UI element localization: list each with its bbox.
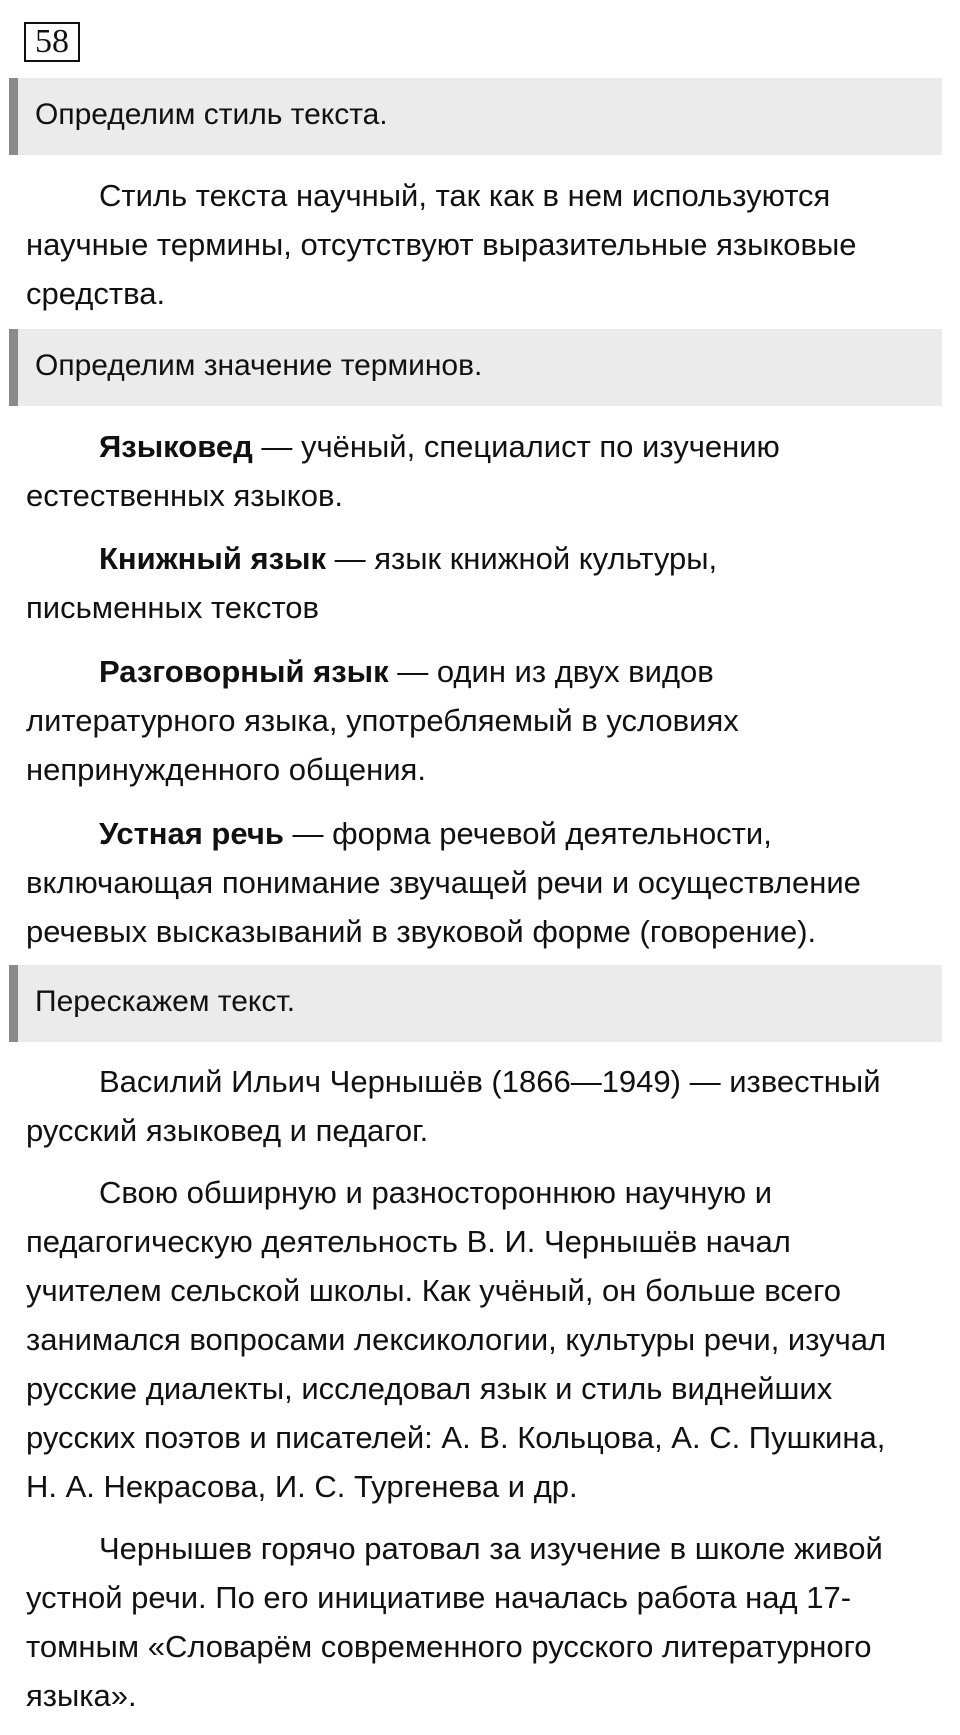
page-number: 58	[24, 22, 80, 62]
term-name: Книжный язык	[99, 541, 327, 576]
section-heading-text: Определим значение терминов.	[35, 349, 483, 382]
paragraph-text: Свою обширную и разностороннюю научную и педагогическую деятельность В. И. Чернышёв начал учителем сельской школы. Как учёный, он больше всего занимался вопросами лексикологии, культуры речи, изучал русские диалекты, исследовал язык и стиль виднейших русских поэтов и писателей: А. В. Кольцова, А. С. Пушкина, Н. А. Некрасова, И. С. Тургенева и др.	[26, 1175, 887, 1504]
term-name: Разговорный язык	[99, 654, 389, 689]
section-heading-terms	[9, 329, 942, 406]
paragraph-text: Чернышев горячо ратовал за изучение в школе живой устной речи. По его инициативе началась работа над 17- томным «Словарём современного русского литературного языка».	[26, 1531, 883, 1713]
term-name: Устная речь	[99, 816, 284, 851]
term-definition-linguist	[26, 422, 956, 520]
term-text: — язык книжной культуры, письменных текстов	[26, 541, 718, 625]
term-text: — форма речевой деятельности, включающая понимание звучащей речи и осуществление речевых высказываний в звуковой форме (говорение).	[26, 816, 861, 949]
term-text: — один из двух видов литературного языка, употребляемый в условиях непринужденного общения.	[26, 654, 739, 787]
section-heading-retelling	[9, 965, 942, 1042]
paragraph-style-explanation	[26, 171, 956, 318]
retelling-paragraph-2	[26, 1168, 956, 1511]
section-heading-style	[9, 78, 942, 155]
section-heading-text: Определим стиль текста.	[35, 98, 388, 131]
paragraph-text: Василий Ильич Чернышёв (1866—1949) — известный русский языковед и педагог.	[26, 1064, 881, 1148]
retelling-paragraph-3	[26, 1524, 956, 1720]
term-definition-book-language	[26, 534, 956, 632]
term-name: Языковед	[99, 429, 253, 464]
term-definition-oral-speech	[26, 809, 956, 956]
retelling-paragraph-1	[26, 1057, 956, 1155]
section-heading-text: Перескажем текст.	[35, 985, 296, 1018]
term-text: — учёный, специалист по изучению естественных языков.	[26, 429, 780, 513]
term-definition-colloquial-language	[26, 647, 956, 794]
paragraph-text: Стиль текста научный, так как в нем используются научные термины, отсутствуют выразительные языковые средства.	[26, 178, 857, 311]
